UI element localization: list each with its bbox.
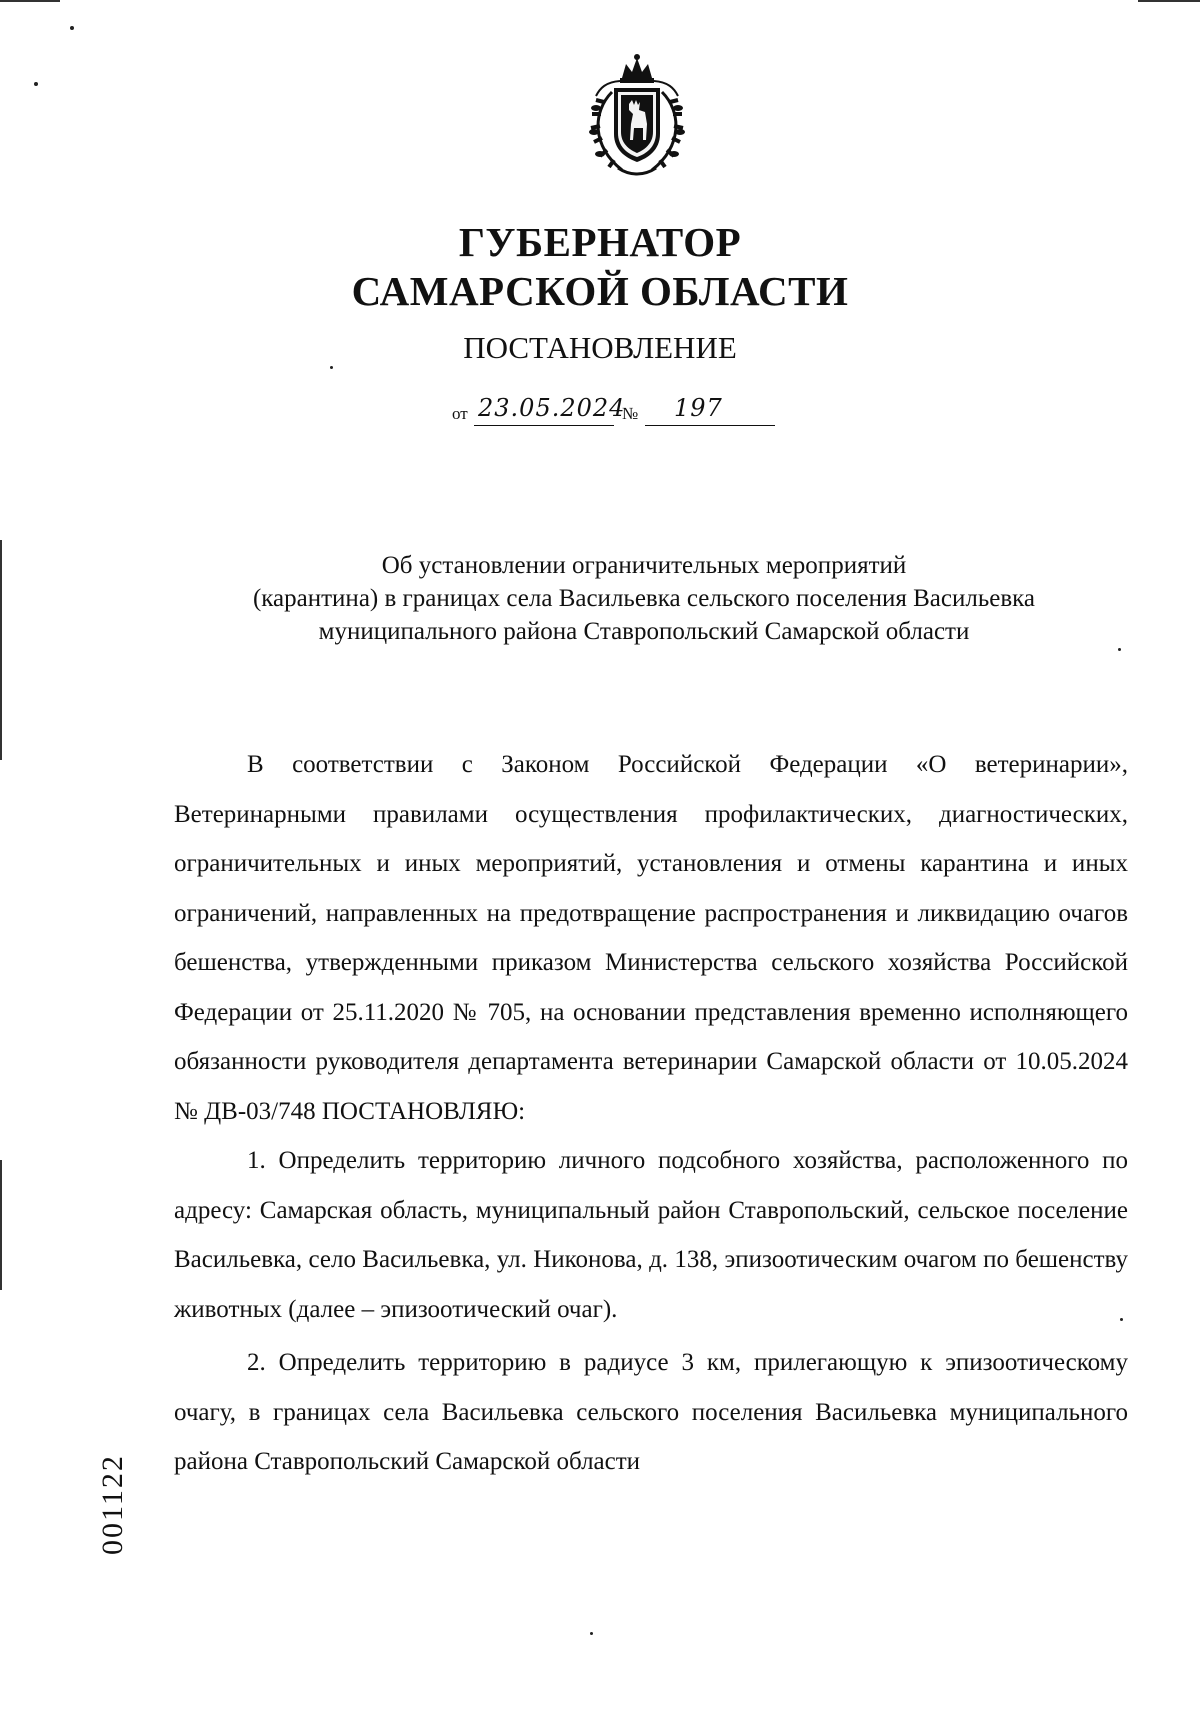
authority-title-line1: ГУБЕРНАТОР — [458, 219, 742, 265]
authority-title-line2: САМАРСКОЙ ОБЛАСТИ — [351, 268, 849, 314]
scan-artifact — [0, 1160, 2, 1290]
scan-artifact — [1138, 0, 1200, 2]
number-label: № — [622, 404, 639, 423]
date-number-line — [452, 392, 852, 428]
scan-artifact — [1120, 1318, 1123, 1321]
scan-artifact — [0, 540, 2, 760]
subject-line: муниципального района Ставропольский Самарской области — [318, 618, 970, 645]
scan-artifact — [0, 0, 60, 2]
document-body — [174, 740, 1128, 1487]
date-label: от — [452, 404, 468, 423]
preamble-paragraph: В соответствии с Законом Российской Федерации «О ветеринарии», Ветеринарными правилами осуществления профилактических, диагностических, ограничительных и иных мероприятий, установления и отмены карантина и иных ограничений, направленных на предотвращение распространения и ликвидацию очагов бешенства, утвержденными приказом Министерства сельского хозяйства Российской Федерации от 25.11.2020 № 705, на основании представления временно исполняющего обязанности руководителя департамента ветеринарии Самарской области от 10.05.2024 № ДВ-03/748 ПОСТАНОВЛЯЮ: — [174, 751, 1128, 1125]
subject-line: (карантина) в границах села Васильевка сельского поселения Васильевка — [252, 585, 1036, 612]
scan-artifact — [590, 1632, 593, 1635]
subject-line: Об установлении ограничительных мероприятий — [381, 552, 907, 579]
clause-1-paragraph: 1. Определить территорию личного подсобного хозяйства, расположенного по адресу: Самарская область, муниципальный район Ставропольский, сельское поселение Васильевка, село Васильевка, ул. Никонова, д. 138, эпизоотическим очагом по бешенству животных (далее – эпизоотический очаг). — [174, 1147, 1128, 1323]
scan-artifact — [34, 82, 38, 86]
serial-number: 001122 — [96, 1454, 129, 1555]
number-underline — [645, 425, 775, 426]
samara-coat-of-arms-icon — [582, 52, 692, 180]
clause-2-paragraph: 2. Определить территорию в радиусе 3 км, прилегающую к эпизоотическому очагу, в границах села Васильевка сельского поселения Васильевка муниципального района Ставропольский Самарской области — [174, 1349, 1128, 1475]
scan-artifact — [1118, 648, 1121, 651]
document-subject — [160, 549, 1128, 648]
date-underline — [474, 425, 614, 426]
scan-artifact — [70, 26, 74, 30]
document-type: ПОСТАНОВЛЕНИЕ — [463, 330, 737, 365]
handwritten-date: 23.05.2024 — [478, 394, 626, 422]
scan-artifact — [330, 366, 333, 369]
handwritten-number: 197 — [674, 394, 723, 422]
